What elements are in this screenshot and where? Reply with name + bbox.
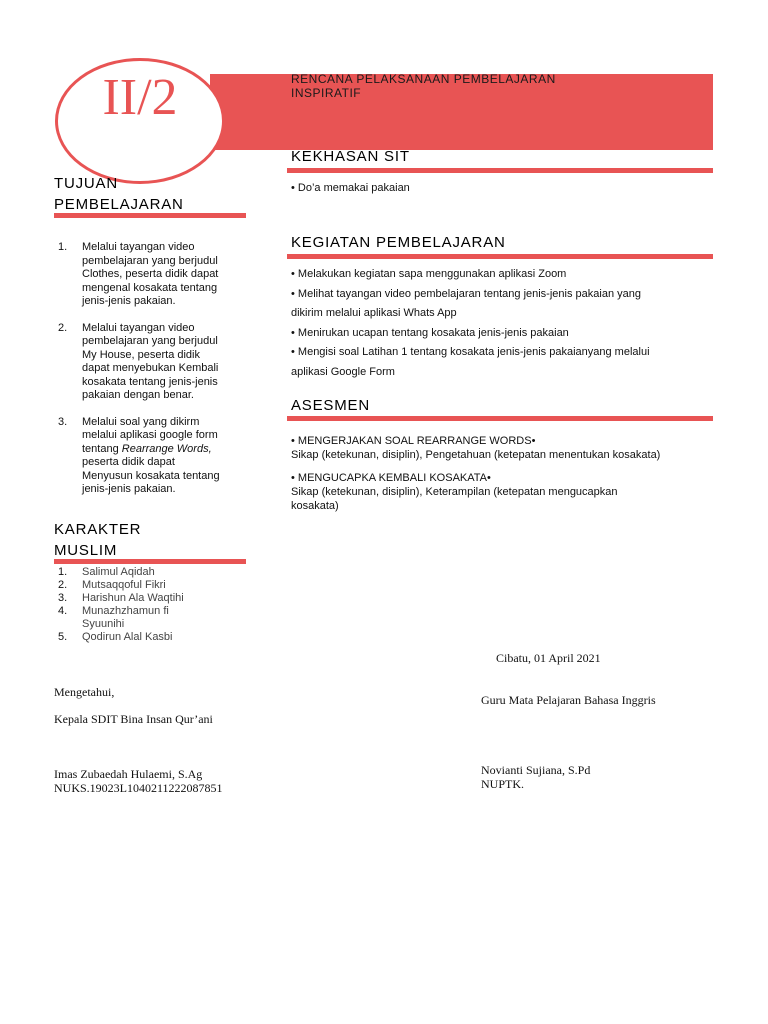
list-line: Qodirun Alal Kasbi [82,631,173,643]
list-italic-text: Rearrange Words, [121,442,212,455]
list-item [54,416,254,497]
tujuan-rule [54,213,246,218]
list-item [54,241,254,309]
list-line: Menyusun kosakata tentang [82,469,220,482]
list-line: My House, peserta didik [82,348,200,361]
kegiatan-list [291,265,721,382]
list-line: pembelajaran yang berjudul [82,254,218,267]
list-line: Melalui tayangan video [82,241,195,253]
asesmen-item-title: • MENGUCAPKA KEMBALI KOSAKATA• [291,472,491,484]
asesmen-item-line: kosakata) [291,500,339,512]
list-item [54,579,254,592]
list-line: Melalui soal yang dikirm [82,415,200,428]
asesmen-item-line: Sikap (ketekunan, disiplin), Keterampilan (ketepatan mengucapkan [291,486,618,498]
kekhasan-item: • Do’a memakai pakaian [291,182,410,194]
kekhasan-heading: KEKHASAN SIT [291,148,410,165]
list-text: tentang [82,442,122,455]
asesmen-rule [287,416,713,421]
list-line: Mutsaqqoful Fikri [82,579,166,591]
kegiatan-line: • Melihat tayangan video pembelajaran tentang jenis-jenis pakaian yang [291,287,641,300]
list-line: pakaian dengan benar. [82,389,194,401]
badge-label: II/2 [102,69,178,126]
tujuan-heading-line2: PEMBELAJARAN [54,196,184,213]
list-line: Clothes, peserta didik dapat [82,268,219,280]
kegiatan-line: dikirim melalui aplikasi Whats App [291,307,457,319]
list-line: pembelajaran yang berjudul [82,335,218,347]
list-line: kosakata tentang jenis-jenis [82,375,218,388]
karakter-heading [54,519,254,561]
asesmen-item-title: • MENGERJAKAN SOAL REARRANGE WORDS• [291,435,536,447]
list-item [54,605,254,631]
karakter-list [54,566,254,644]
list-item [54,592,254,605]
karakter-rule [54,559,246,564]
list-line: Munazhzhamun fi [82,605,169,617]
kegiatan-line: aplikasi Google Form [291,365,395,378]
asesmen-item-line: Sikap (ketekunan, disiplin), Pengetahuan (ketepatan menentukan kosakata) [291,449,661,461]
list-item [54,631,254,644]
list-number: 2. [58,321,68,334]
place-date: Cibatu, 01 April 2021 [496,651,601,665]
document-title-line1: RENCANA PELAKSANAAN PEMBELAJARAN [291,72,556,86]
tujuan-list [54,241,254,510]
list-line [82,443,254,457]
kegiatan-line: • Mengisi soal Latihan 1 tentang kosakata jenis-jenis pakaianyang melalui [291,346,650,358]
tujuan-heading-line1: TUJUAN [54,175,118,192]
list-item [54,566,254,579]
asesmen-list [291,434,721,513]
list-line: Syuunihi [82,618,125,630]
list-line: Harishun Ala Waqtihi [82,592,184,604]
list-line: dapat menyebukan Kembali [82,362,219,374]
karakter-heading-line2: MUSLIM [54,542,118,559]
kegiatan-heading: KEGIATAN PEMBELAJARAN [291,234,506,251]
list-number: 1. [58,241,68,253]
list-number: 3. [58,415,68,428]
acknowledgement-label: Mengetahui, [54,685,115,699]
teacher-id: NUPTK. [481,777,525,791]
teacher-name: Novianti Sujiana, S.Pd [481,763,591,777]
principal-title: Kepala SDIT Bina Insan Qur’ani [54,712,213,726]
list-number: 4. [58,605,68,617]
teacher-title: Guru Mata Pelajaran Bahasa Inggris [481,693,656,707]
list-line: peserta didik dapat [82,456,175,468]
asesmen-heading: ASESMEN [291,397,370,414]
kegiatan-rule [287,254,713,259]
list-line: jenis-jenis pakaian. [82,295,176,307]
document-title [291,72,691,100]
list-line: Melalui tayangan video [82,321,195,334]
karakter-heading-line1: KARAKTER [54,521,142,538]
list-line: mengenal kosakata tentang [82,281,218,294]
principal-id: NUKS.19023L1040211222087851 [54,781,223,795]
kekhasan-rule [287,168,713,173]
tujuan-heading [54,173,254,215]
list-number: 1. [58,566,68,578]
kegiatan-line: • Melakukan kegiatan sapa menggunakan aplikasi Zoom [291,268,567,280]
principal-name: Imas Zubaedah Hulaemi, S.Ag [54,767,203,781]
list-line: Salimul Aqidah [82,566,155,578]
document-title-line2: INSPIRATIF [291,86,362,100]
list-item [54,322,254,403]
list-line: jenis-jenis pakaian. [82,483,176,495]
list-number: 5. [58,631,68,643]
kegiatan-line: • Menirukan ucapan tentang kosakata jenis-jenis pakaian [291,326,569,339]
list-number: 2. [58,579,68,591]
list-number: 3. [58,592,68,604]
list-line: melalui aplikasi google form [82,429,218,441]
